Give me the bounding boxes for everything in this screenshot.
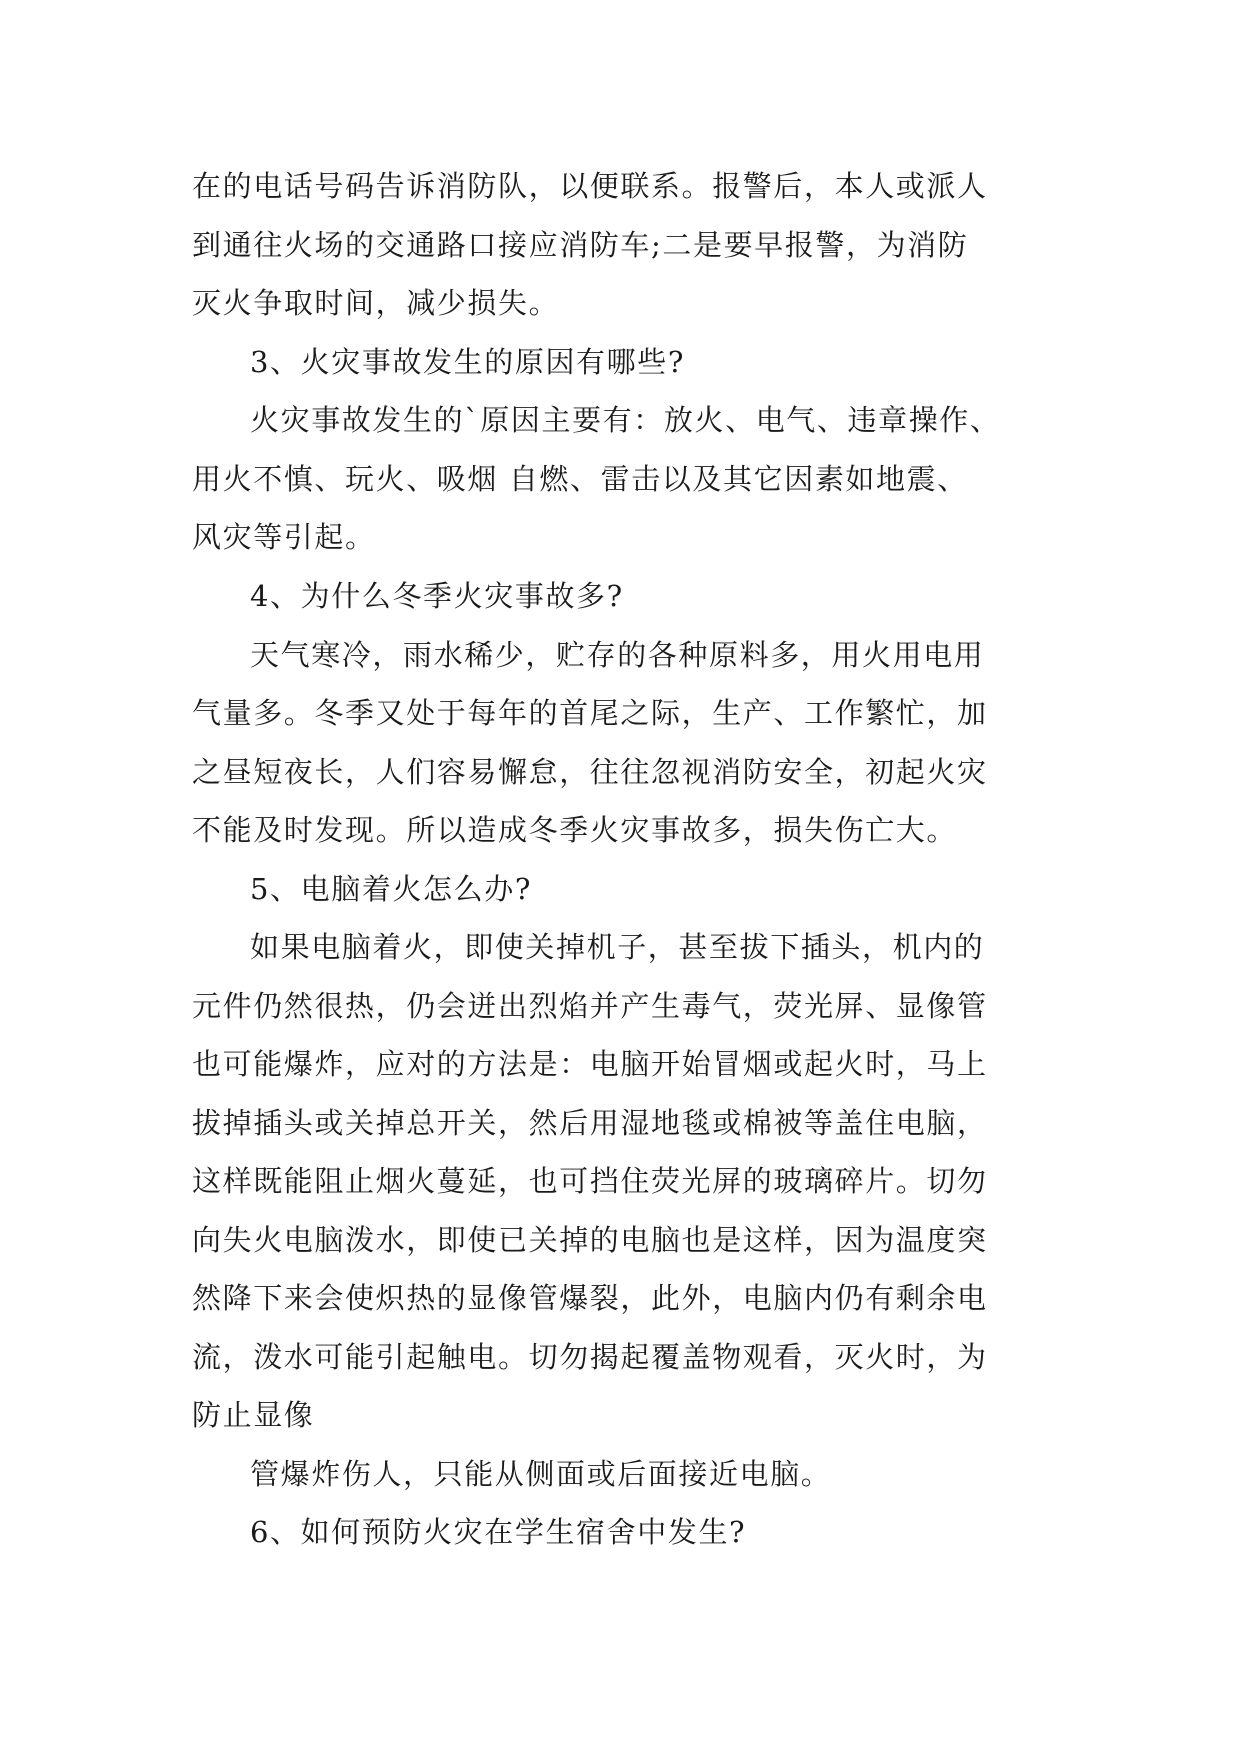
text-line: 这样既能阻止烟火蔓延，也可挡住荧光屏的玻璃碎片。切勿 xyxy=(192,1164,988,1198)
text-line: 之昼短夜长，人们容易懈怠，往往忽视消防安全，初起火灾 xyxy=(192,755,988,789)
text-line: 不能及时发现。所以造成冬季火灾事故多，损失伤亡大。 xyxy=(192,813,958,847)
text-line: 然降下来会使炽热的显像管爆裂，此外，电脑内仍有剩余电 xyxy=(192,1281,988,1315)
text-line: 向失火电脑泼水，即使已关掉的电脑也是这样，因为温度突 xyxy=(192,1223,988,1257)
text-line: 天气寒冷，雨水稀少，贮存的各种原料多，用火用电用 xyxy=(250,638,985,672)
text-line: 火灾事故发生的`原因主要有：放火、电气、违章操作、 xyxy=(250,403,1001,437)
text-line: 用火不慎、玩火、吸烟 自燃、雷击以及其它因素如地震、 xyxy=(192,462,968,496)
text-line: 也可能爆炸，应对的方法是：电脑开始冒烟或起火时，马上 xyxy=(192,1047,988,1081)
text-line: 风灾等引起。 xyxy=(192,520,376,554)
section-heading: 6、如何预防火灾在学生宿舍中发生? xyxy=(250,1515,747,1549)
section-heading: 5、电脑着火怎么办? xyxy=(250,872,532,906)
text-line: 防止显像 xyxy=(192,1398,315,1432)
text-line: 气量多。冬季又处于每年的首尾之际，生产、工作繁忙，加 xyxy=(192,696,988,730)
text-line: 灭火争取时间，减少损失。 xyxy=(192,286,560,320)
text-line: 在的电话号码告诉消防队，以便联系。报警后，本人或派人 xyxy=(192,169,988,203)
text-line: 到通往火场的交通路口接应消防车;二是要早报警，为消防 xyxy=(192,228,969,262)
text-line: 拔掉插头或关掉总开关，然后用湿地毯或棉被等盖住电脑， xyxy=(192,1106,988,1140)
text-line: 流，泼水可能引起触电。切勿揭起覆盖物观看，灭火时，为 xyxy=(192,1340,988,1374)
section-heading: 3、火灾事故发生的原因有哪些? xyxy=(250,345,685,379)
text-line: 管爆炸伤人，只能从侧面或后面接近电脑。 xyxy=(250,1457,832,1491)
text-line: 如果电脑着火，即使关掉机子，甚至拔下插头，机内的 xyxy=(250,930,985,964)
section-heading: 4、为什么冬季火灾事故多? xyxy=(250,579,624,613)
text-line: 元件仍然很热，仍会迸出烈焰并产生毒气，荧光屏、显像管 xyxy=(192,989,988,1023)
